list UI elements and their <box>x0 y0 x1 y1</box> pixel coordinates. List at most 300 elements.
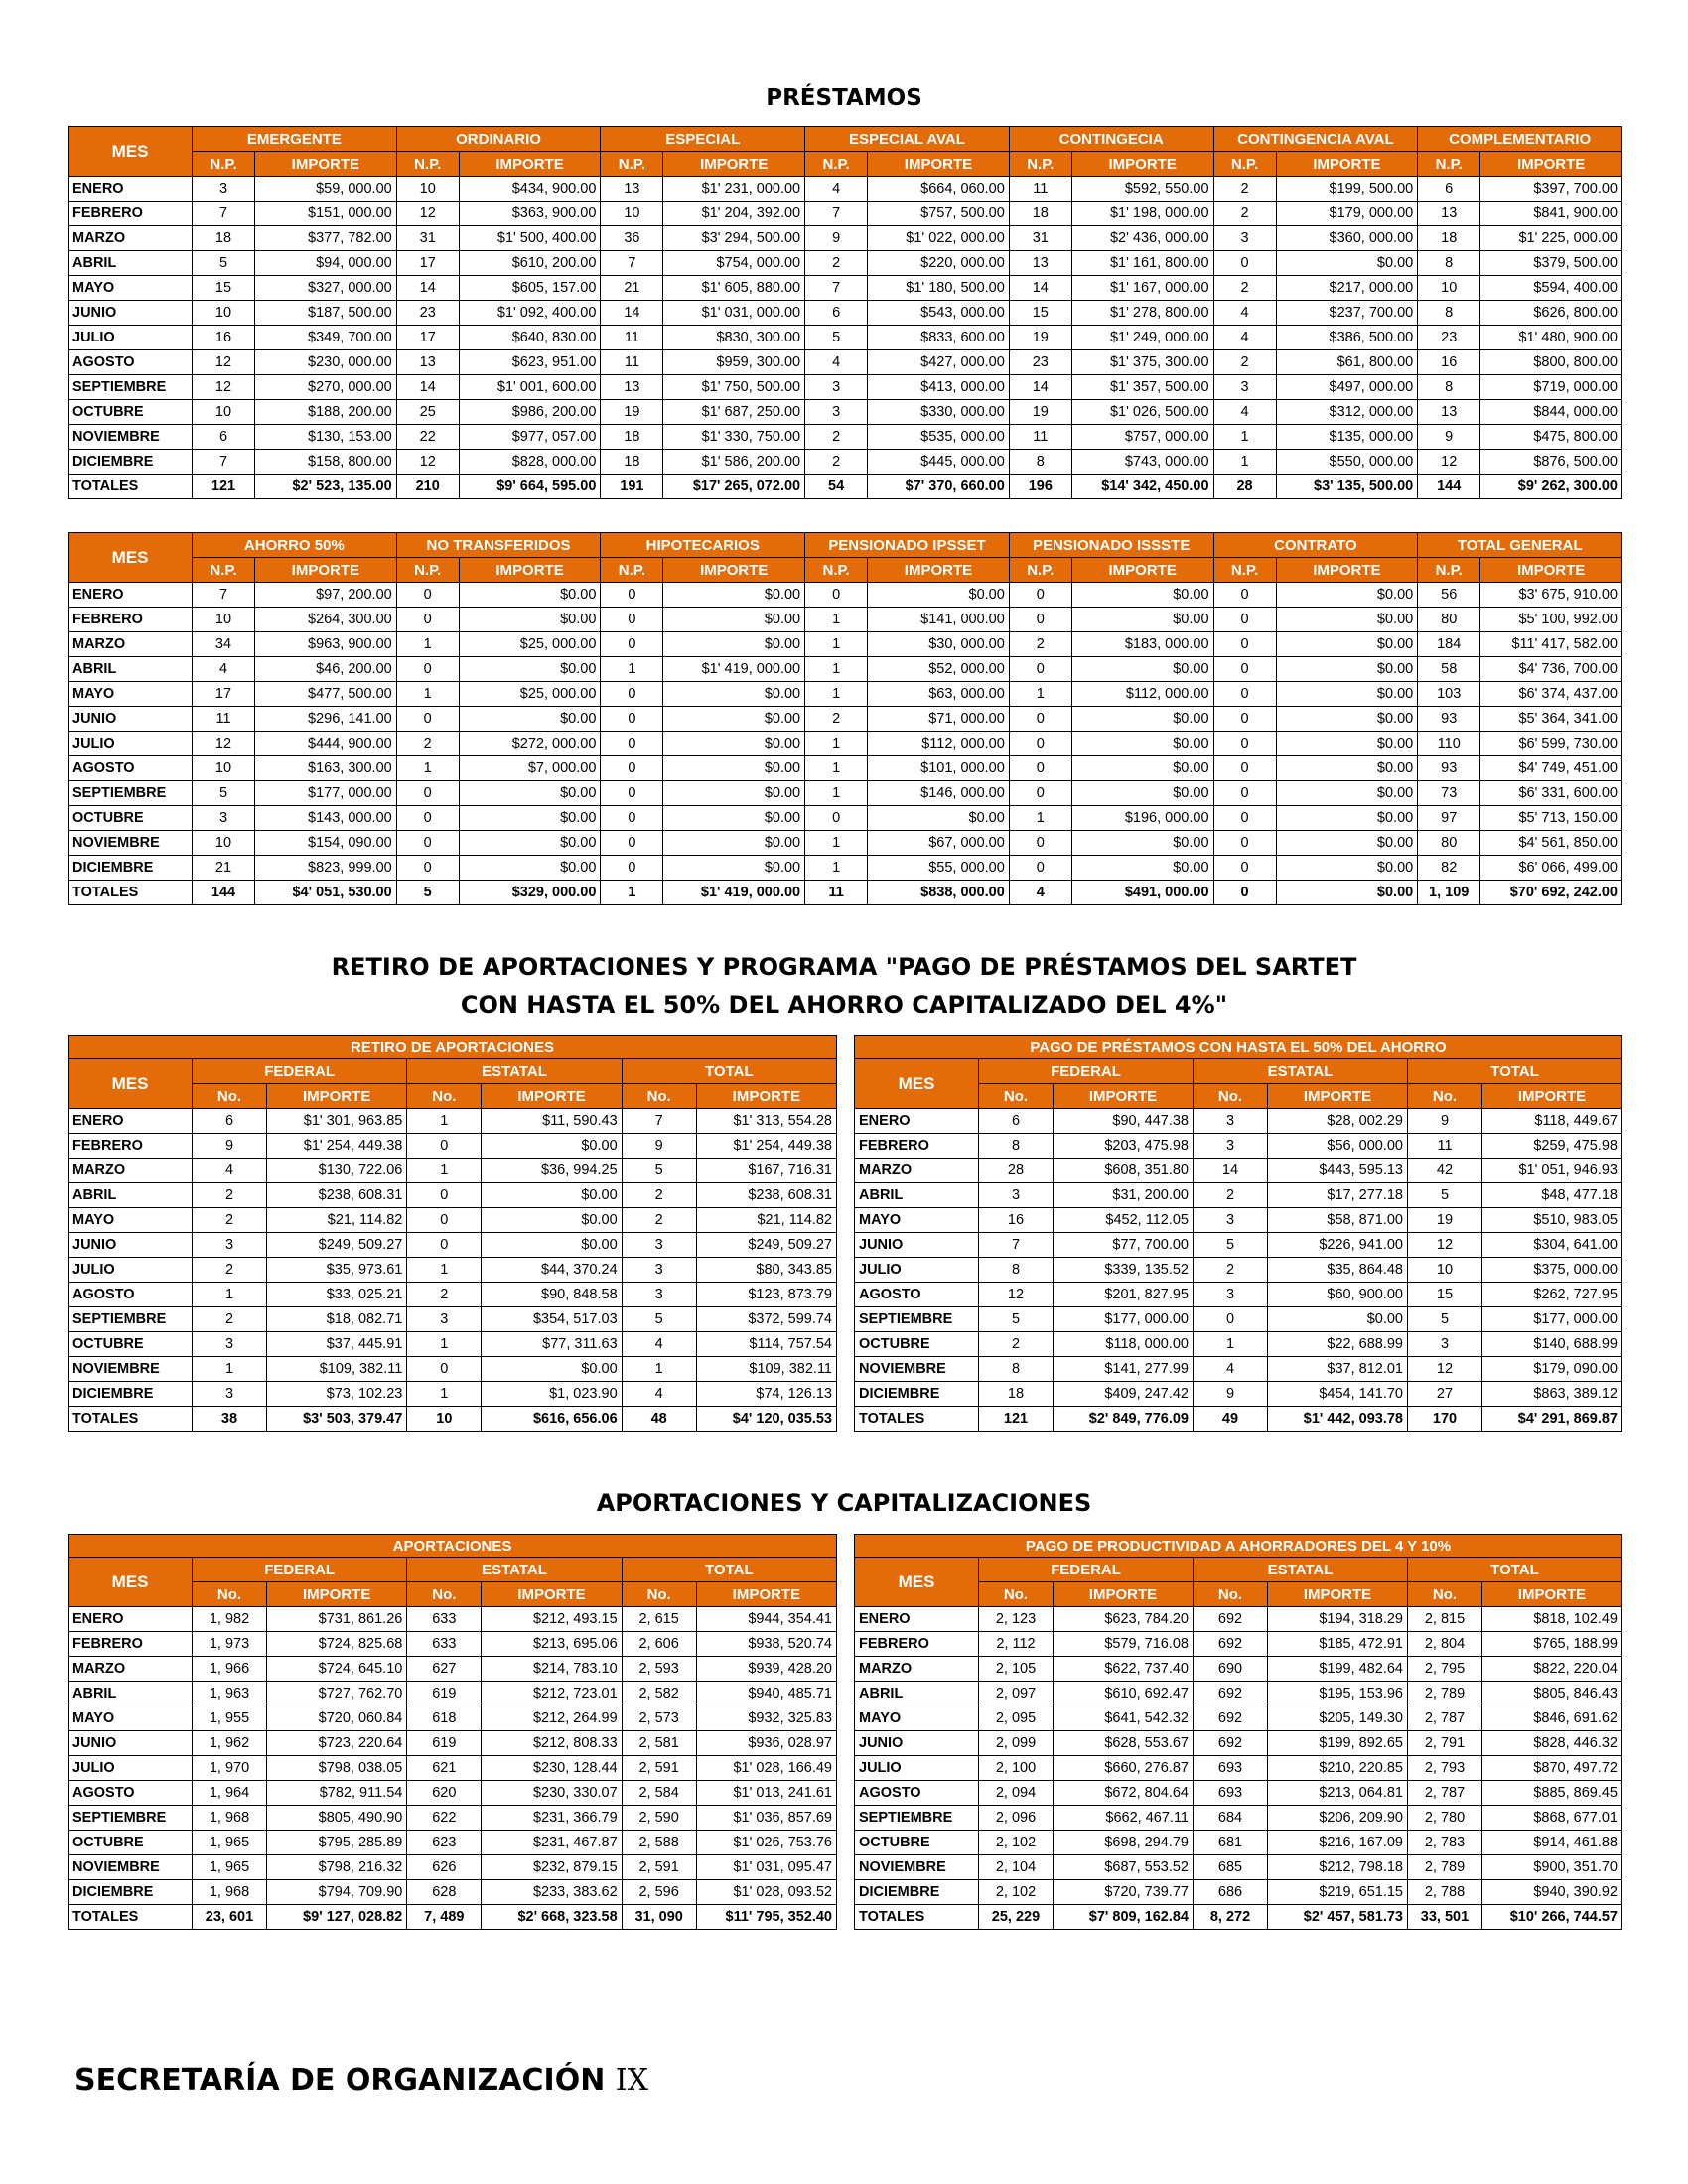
count-cell: 4 <box>805 350 868 375</box>
amount-cell: $1' 092, 400.00 <box>459 301 601 326</box>
amount-cell: $1' 330, 750.00 <box>663 425 805 450</box>
table-row <box>69 707 1622 732</box>
month-cell: MAYO <box>69 682 193 707</box>
amount-cell: $203, 475.98 <box>1054 1134 1194 1159</box>
count-cell: 10 <box>193 756 255 781</box>
count-cell: 82 <box>1418 856 1480 881</box>
count-cell: 7 <box>193 202 255 226</box>
sub-header-count: N.P. <box>1213 152 1276 177</box>
table-row <box>69 1307 837 1332</box>
amount-cell: $30, 000.00 <box>868 632 1010 657</box>
month-cell: MARZO <box>855 1657 979 1682</box>
count-cell: 4 <box>805 177 868 202</box>
count-cell: 7, 489 <box>407 1905 482 1930</box>
amount-cell: $1' 031, 095.47 <box>696 1855 836 1880</box>
count-cell: 2, 789 <box>1408 1855 1482 1880</box>
count-cell: 3 <box>979 1183 1054 1208</box>
amount-cell: $6' 331, 600.00 <box>1480 781 1622 806</box>
count-cell: 1, 109 <box>1418 881 1480 905</box>
sub-header-importe: IMPORTE <box>1480 152 1622 177</box>
group-header: AHORRO 50% <box>193 533 397 558</box>
count-cell: 11 <box>805 881 868 905</box>
amount-cell: $90, 848.58 <box>482 1283 622 1307</box>
table-row <box>69 1357 837 1382</box>
count-cell: 0 <box>1009 608 1071 632</box>
group-header: TOTAL GENERAL <box>1418 533 1622 558</box>
month-cell: MAYO <box>69 1706 193 1731</box>
amount-cell: $90, 447.38 <box>1054 1109 1194 1134</box>
count-cell: 1, 966 <box>193 1657 267 1682</box>
count-cell: 2 <box>193 1183 267 1208</box>
count-cell: 9 <box>805 226 868 251</box>
table-row <box>855 1307 1622 1332</box>
sub-header-count: N.P. <box>193 558 255 583</box>
group-header: CONTINGENCIA AVAL <box>1213 127 1418 152</box>
table-row <box>855 1880 1622 1905</box>
sub-header-importe: IMPORTE <box>663 558 805 583</box>
amount-cell: $339, 135.52 <box>1054 1258 1194 1283</box>
count-cell: 2 <box>805 707 868 732</box>
count-cell: 0 <box>396 856 459 881</box>
count-cell: 2, 791 <box>1408 1731 1482 1756</box>
amount-cell: $205, 149.30 <box>1268 1706 1408 1731</box>
month-cell: OCTUBRE <box>69 400 193 425</box>
amount-cell: $1' 301, 963.85 <box>267 1109 407 1134</box>
count-cell: 692 <box>1194 1731 1268 1756</box>
group-header: CONTRATO <box>1213 533 1418 558</box>
amount-cell: $434, 900.00 <box>459 177 601 202</box>
table-row <box>69 301 1622 326</box>
amount-cell: $1' 026, 500.00 <box>1071 400 1213 425</box>
amount-cell: $296, 141.00 <box>255 707 397 732</box>
amount-cell: $0.00 <box>482 1208 622 1233</box>
month-cell: JUNIO <box>855 1731 979 1756</box>
month-cell: JULIO <box>69 732 193 756</box>
month-cell: ABRIL <box>69 657 193 682</box>
amount-cell: $112, 000.00 <box>868 732 1010 756</box>
month-cell: NOVIEMBRE <box>855 1357 979 1382</box>
amount-cell: $210, 220.85 <box>1268 1756 1408 1781</box>
amount-cell: $0.00 <box>663 732 805 756</box>
table-title-row <box>69 1036 837 1059</box>
amount-cell: $1' 051, 946.93 <box>1482 1159 1622 1183</box>
amount-cell: $327, 000.00 <box>255 276 397 301</box>
count-cell: 0 <box>396 608 459 632</box>
count-cell: 0 <box>1009 583 1071 608</box>
amount-cell: $262, 727.95 <box>1482 1283 1622 1307</box>
amount-cell: $230, 128.44 <box>482 1756 622 1781</box>
amount-cell: $237, 700.00 <box>1276 301 1418 326</box>
amount-cell: $1' 375, 300.00 <box>1071 350 1213 375</box>
amount-cell: $757, 500.00 <box>868 202 1010 226</box>
amount-cell: $226, 941.00 <box>1268 1233 1408 1258</box>
month-cell: SEPTIEMBRE <box>855 1307 979 1332</box>
month-cell: ABRIL <box>69 251 193 276</box>
amount-cell: $1' 031, 000.00 <box>663 301 805 326</box>
table-row <box>69 1382 837 1407</box>
group-header: TOTAL <box>1408 1059 1622 1084</box>
amount-cell: $497, 000.00 <box>1276 375 1418 400</box>
count-cell: 11 <box>193 707 255 732</box>
amount-cell: $31, 200.00 <box>1054 1183 1194 1208</box>
count-cell: 619 <box>407 1731 482 1756</box>
amount-cell: $0.00 <box>1071 781 1213 806</box>
amount-cell: $0.00 <box>1276 707 1418 732</box>
count-cell: 2, 112 <box>979 1632 1054 1657</box>
amount-cell: $0.00 <box>459 608 601 632</box>
table-row <box>69 226 1622 251</box>
amount-cell: $1' 022, 000.00 <box>868 226 1010 251</box>
amount-cell: $0.00 <box>663 756 805 781</box>
group-header: COMPLEMENTARIO <box>1418 127 1622 152</box>
count-cell: 0 <box>1009 856 1071 881</box>
amount-cell: $1, 023.90 <box>482 1382 622 1407</box>
count-cell: 0 <box>1213 732 1276 756</box>
amount-cell: $828, 000.00 <box>459 450 601 475</box>
count-cell: 19 <box>601 400 663 425</box>
amount-cell: $114, 757.54 <box>696 1332 836 1357</box>
count-cell: 12 <box>396 450 459 475</box>
count-cell: 18 <box>979 1382 1054 1407</box>
amount-cell: $360, 000.00 <box>1276 226 1418 251</box>
count-cell: 0 <box>601 608 663 632</box>
sub-header-row <box>69 152 1622 177</box>
amount-cell: $1' 198, 000.00 <box>1071 202 1213 226</box>
count-cell: 7 <box>193 583 255 608</box>
count-cell: 7 <box>601 251 663 276</box>
month-cell: SEPTIEMBRE <box>69 781 193 806</box>
count-cell: 9 <box>1408 1109 1482 1134</box>
count-cell: 0 <box>601 682 663 707</box>
count-cell: 210 <box>396 475 459 499</box>
amount-cell: $52, 000.00 <box>868 657 1010 682</box>
count-cell: 31, 090 <box>622 1905 696 1930</box>
count-cell: 1, 973 <box>193 1632 267 1657</box>
count-cell: 618 <box>407 1706 482 1731</box>
month-cell: OCTUBRE <box>855 1332 979 1357</box>
count-cell: 121 <box>193 475 255 499</box>
count-cell: 14 <box>1194 1159 1268 1183</box>
table-row <box>69 831 1622 856</box>
group-header-row <box>855 1059 1622 1084</box>
group-header: ESTATAL <box>1194 1558 1408 1582</box>
count-cell: 3 <box>1194 1283 1268 1307</box>
count-cell: 23 <box>396 301 459 326</box>
count-cell: 2 <box>1213 350 1276 375</box>
count-cell: 18 <box>1009 202 1071 226</box>
table-row <box>855 1682 1622 1706</box>
count-cell: 2, 584 <box>622 1781 696 1806</box>
amount-cell: $118, 449.67 <box>1482 1109 1622 1134</box>
group-header: PENSIONADO ISSSTE <box>1009 533 1213 558</box>
count-cell: 693 <box>1194 1756 1268 1781</box>
month-cell: NOVIEMBRE <box>855 1855 979 1880</box>
amount-cell: $0.00 <box>459 707 601 732</box>
amount-cell: $179, 000.00 <box>1276 202 1418 226</box>
aportaciones-table <box>68 1534 837 1930</box>
amount-cell: $626, 800.00 <box>1480 301 1622 326</box>
count-cell: 0 <box>805 806 868 831</box>
amount-cell: $805, 490.90 <box>267 1806 407 1831</box>
month-cell: OCTUBRE <box>69 806 193 831</box>
month-cell: SEPTIEMBRE <box>855 1806 979 1831</box>
amount-cell: $616, 656.06 <box>482 1407 622 1432</box>
table-row <box>69 756 1622 781</box>
sub-header-count: No. <box>1194 1582 1268 1607</box>
amount-cell: $1' 231, 000.00 <box>663 177 805 202</box>
count-cell: 14 <box>396 276 459 301</box>
totals-row <box>69 1407 837 1432</box>
count-cell: 19 <box>1408 1208 1482 1233</box>
count-cell: 2, 581 <box>622 1731 696 1756</box>
table-row <box>69 806 1622 831</box>
count-cell: 18 <box>601 425 663 450</box>
table-title: APORTACIONES <box>69 1535 837 1558</box>
sub-header-importe: IMPORTE <box>1276 558 1418 583</box>
month-cell: AGOSTO <box>69 350 193 375</box>
count-cell: 0 <box>396 583 459 608</box>
month-cell: NOVIEMBRE <box>69 1855 193 1880</box>
table-row <box>69 1756 837 1781</box>
table-row <box>69 350 1622 375</box>
table-row <box>69 1731 837 1756</box>
totals-row <box>69 475 1622 499</box>
sub-header-importe: IMPORTE <box>1480 558 1622 583</box>
amount-cell: $0.00 <box>1268 1307 1408 1332</box>
group-header: TOTAL <box>622 1059 836 1084</box>
amount-cell: $0.00 <box>1276 756 1418 781</box>
count-cell: 2, 788 <box>1408 1880 1482 1905</box>
count-cell: 5 <box>622 1159 696 1183</box>
sub-header-importe: IMPORTE <box>663 152 805 177</box>
table-row <box>855 1109 1622 1134</box>
count-cell: 2, 793 <box>1408 1756 1482 1781</box>
count-cell: 692 <box>1194 1632 1268 1657</box>
sub-header-importe: IMPORTE <box>255 558 397 583</box>
table-row <box>69 1831 837 1855</box>
count-cell: 7 <box>193 450 255 475</box>
count-cell: 0 <box>396 831 459 856</box>
amount-cell: $97, 200.00 <box>255 583 397 608</box>
amount-cell: $828, 446.32 <box>1482 1731 1622 1756</box>
amount-cell: $151, 000.00 <box>255 202 397 226</box>
month-cell: ENERO <box>855 1607 979 1632</box>
count-cell: 2, 815 <box>1408 1607 1482 1632</box>
amount-cell: $212, 493.15 <box>482 1607 622 1632</box>
amount-cell: $454, 141.70 <box>1268 1382 1408 1407</box>
table-row <box>69 1682 837 1706</box>
amount-cell: $199, 500.00 <box>1276 177 1418 202</box>
amount-cell: $0.00 <box>1276 583 1418 608</box>
amount-cell: $25, 000.00 <box>459 632 601 657</box>
amount-cell: $936, 028.97 <box>696 1731 836 1756</box>
amount-cell: $135, 000.00 <box>1276 425 1418 450</box>
table-row <box>855 1756 1622 1781</box>
amount-cell: $0.00 <box>663 856 805 881</box>
amount-cell: $2' 457, 581.73 <box>1268 1905 1408 1930</box>
amount-cell: $77, 311.63 <box>482 1332 622 1357</box>
amount-cell: $4' 291, 869.87 <box>1482 1407 1622 1432</box>
amount-cell: $0.00 <box>1276 806 1418 831</box>
amount-cell: $640, 830.00 <box>459 326 601 350</box>
amount-cell: $1' 605, 880.00 <box>663 276 805 301</box>
count-cell: 144 <box>1418 475 1480 499</box>
count-cell: 6 <box>1418 177 1480 202</box>
month-cell: DICIEMBRE <box>855 1880 979 1905</box>
month-cell: ENERO <box>855 1109 979 1134</box>
count-cell: 23, 601 <box>193 1905 267 1930</box>
count-cell: 0 <box>1213 756 1276 781</box>
amount-cell: $743, 000.00 <box>1071 450 1213 475</box>
group-header: PENSIONADO IPSSET <box>805 533 1010 558</box>
count-cell: 80 <box>1418 831 1480 856</box>
amount-cell: $870, 497.72 <box>1482 1756 1622 1781</box>
amount-cell: $594, 400.00 <box>1480 276 1622 301</box>
amount-cell: $238, 608.31 <box>267 1183 407 1208</box>
amount-cell: $0.00 <box>1071 856 1213 881</box>
amount-cell: $0.00 <box>663 707 805 732</box>
amount-cell: $14' 342, 450.00 <box>1071 475 1213 499</box>
amount-cell: $672, 804.64 <box>1054 1781 1194 1806</box>
amount-cell: $841, 900.00 <box>1480 202 1622 226</box>
amount-cell: $1' 586, 200.00 <box>663 450 805 475</box>
amount-cell: $3' 135, 500.00 <box>1276 475 1418 499</box>
count-cell: 0 <box>1213 831 1276 856</box>
month-cell: DICIEMBRE <box>69 450 193 475</box>
count-cell: 1 <box>407 1159 482 1183</box>
group-header: NO TRANSFERIDOS <box>396 533 601 558</box>
count-cell: 19 <box>1009 326 1071 350</box>
mes-header: MES <box>69 1558 193 1607</box>
count-cell: 0 <box>1213 657 1276 682</box>
amount-cell: $491, 000.00 <box>1071 881 1213 905</box>
amount-cell: $0.00 <box>1276 781 1418 806</box>
count-cell: 4 <box>193 1159 267 1183</box>
amount-cell: $0.00 <box>1071 732 1213 756</box>
amount-cell: $230, 000.00 <box>255 350 397 375</box>
amount-cell: $249, 509.27 <box>696 1233 836 1258</box>
month-cell: FEBRERO <box>855 1632 979 1657</box>
footer <box>74 2063 648 2098</box>
count-cell: 0 <box>601 707 663 732</box>
amount-cell: $230, 330.07 <box>482 1781 622 1806</box>
amount-cell: $0.00 <box>1276 831 1418 856</box>
count-cell: 0 <box>601 583 663 608</box>
count-cell: 4 <box>1194 1357 1268 1382</box>
amount-cell: $216, 167.09 <box>1268 1831 1408 1855</box>
group-header: FEDERAL <box>979 1558 1194 1582</box>
count-cell: 692 <box>1194 1706 1268 1731</box>
amount-cell: $628, 553.67 <box>1054 1731 1194 1756</box>
count-cell: 12 <box>193 732 255 756</box>
count-cell: 13 <box>1009 251 1071 276</box>
count-cell: 1 <box>601 881 663 905</box>
table-row <box>69 1233 837 1258</box>
count-cell: 28 <box>979 1159 1054 1183</box>
month-cell: MAYO <box>69 1208 193 1233</box>
amount-cell: $622, 737.40 <box>1054 1657 1194 1682</box>
count-cell: 13 <box>1418 400 1480 425</box>
count-cell: 2, 615 <box>622 1607 696 1632</box>
amount-cell: $641, 542.32 <box>1054 1706 1194 1731</box>
amount-cell: $900, 351.70 <box>1482 1855 1622 1880</box>
count-cell: 0 <box>1213 608 1276 632</box>
count-cell: 10 <box>1408 1258 1482 1283</box>
count-cell: 16 <box>979 1208 1054 1233</box>
amount-cell: $0.00 <box>1276 251 1418 276</box>
count-cell: 8 <box>1418 375 1480 400</box>
amount-cell: $46, 200.00 <box>255 657 397 682</box>
amount-cell: $143, 000.00 <box>255 806 397 831</box>
amount-cell: $445, 000.00 <box>868 450 1010 475</box>
count-cell: 1 <box>1009 806 1071 831</box>
count-cell: 628 <box>407 1880 482 1905</box>
count-cell: 13 <box>601 177 663 202</box>
count-cell: 3 <box>193 1233 267 1258</box>
group-header-row <box>855 1558 1622 1582</box>
count-cell: 12 <box>1408 1357 1482 1382</box>
amount-cell: $1' 028, 166.49 <box>696 1756 836 1781</box>
count-cell: 619 <box>407 1682 482 1706</box>
amount-cell: $724, 825.68 <box>267 1632 407 1657</box>
amount-cell: $0.00 <box>1276 608 1418 632</box>
amount-cell: $354, 517.03 <box>482 1307 622 1332</box>
amount-cell: $154, 090.00 <box>255 831 397 856</box>
count-cell: 18 <box>601 450 663 475</box>
amount-cell: $212, 798.18 <box>1268 1855 1408 1880</box>
amount-cell: $719, 000.00 <box>1480 375 1622 400</box>
amount-cell: $18, 082.71 <box>267 1307 407 1332</box>
table-row <box>855 1632 1622 1657</box>
amount-cell: $1' 254, 449.38 <box>267 1134 407 1159</box>
count-cell: 103 <box>1418 682 1480 707</box>
count-cell: 8 <box>1418 301 1480 326</box>
amount-cell: $220, 000.00 <box>868 251 1010 276</box>
count-cell: 5 <box>622 1307 696 1332</box>
amount-cell: $1' 161, 800.00 <box>1071 251 1213 276</box>
group-header: ESPECIAL <box>601 127 805 152</box>
amount-cell: $17' 265, 072.00 <box>663 475 805 499</box>
count-cell: 0 <box>1009 831 1071 856</box>
amount-cell: $1' 480, 900.00 <box>1480 326 1622 350</box>
count-cell: 6 <box>193 425 255 450</box>
count-cell: 73 <box>1418 781 1480 806</box>
sub-header-count: N.P. <box>1418 152 1480 177</box>
count-cell: 2 <box>1213 276 1276 301</box>
amount-cell: $1' 278, 800.00 <box>1071 301 1213 326</box>
count-cell: 692 <box>1194 1682 1268 1706</box>
count-cell: 0 <box>396 806 459 831</box>
month-cell: NOVIEMBRE <box>69 1357 193 1382</box>
amount-cell: $4' 051, 530.00 <box>255 881 397 905</box>
amount-cell: $194, 318.29 <box>1268 1607 1408 1632</box>
amount-cell: $0.00 <box>663 583 805 608</box>
count-cell: 2, 789 <box>1408 1682 1482 1706</box>
count-cell: 49 <box>1194 1407 1268 1432</box>
month-cell: ABRIL <box>855 1682 979 1706</box>
amount-cell: $0.00 <box>482 1357 622 1382</box>
table-row <box>69 856 1622 881</box>
count-cell: 31 <box>396 226 459 251</box>
month-cell: MARZO <box>69 632 193 657</box>
productividad-grid <box>854 1534 1622 1930</box>
group-header-row <box>69 533 1622 558</box>
amount-cell: $932, 325.83 <box>696 1706 836 1731</box>
amount-cell: $259, 475.98 <box>1482 1134 1622 1159</box>
mes-header: MES <box>69 533 193 583</box>
count-cell: 23 <box>1418 326 1480 350</box>
amount-cell: $0.00 <box>459 831 601 856</box>
